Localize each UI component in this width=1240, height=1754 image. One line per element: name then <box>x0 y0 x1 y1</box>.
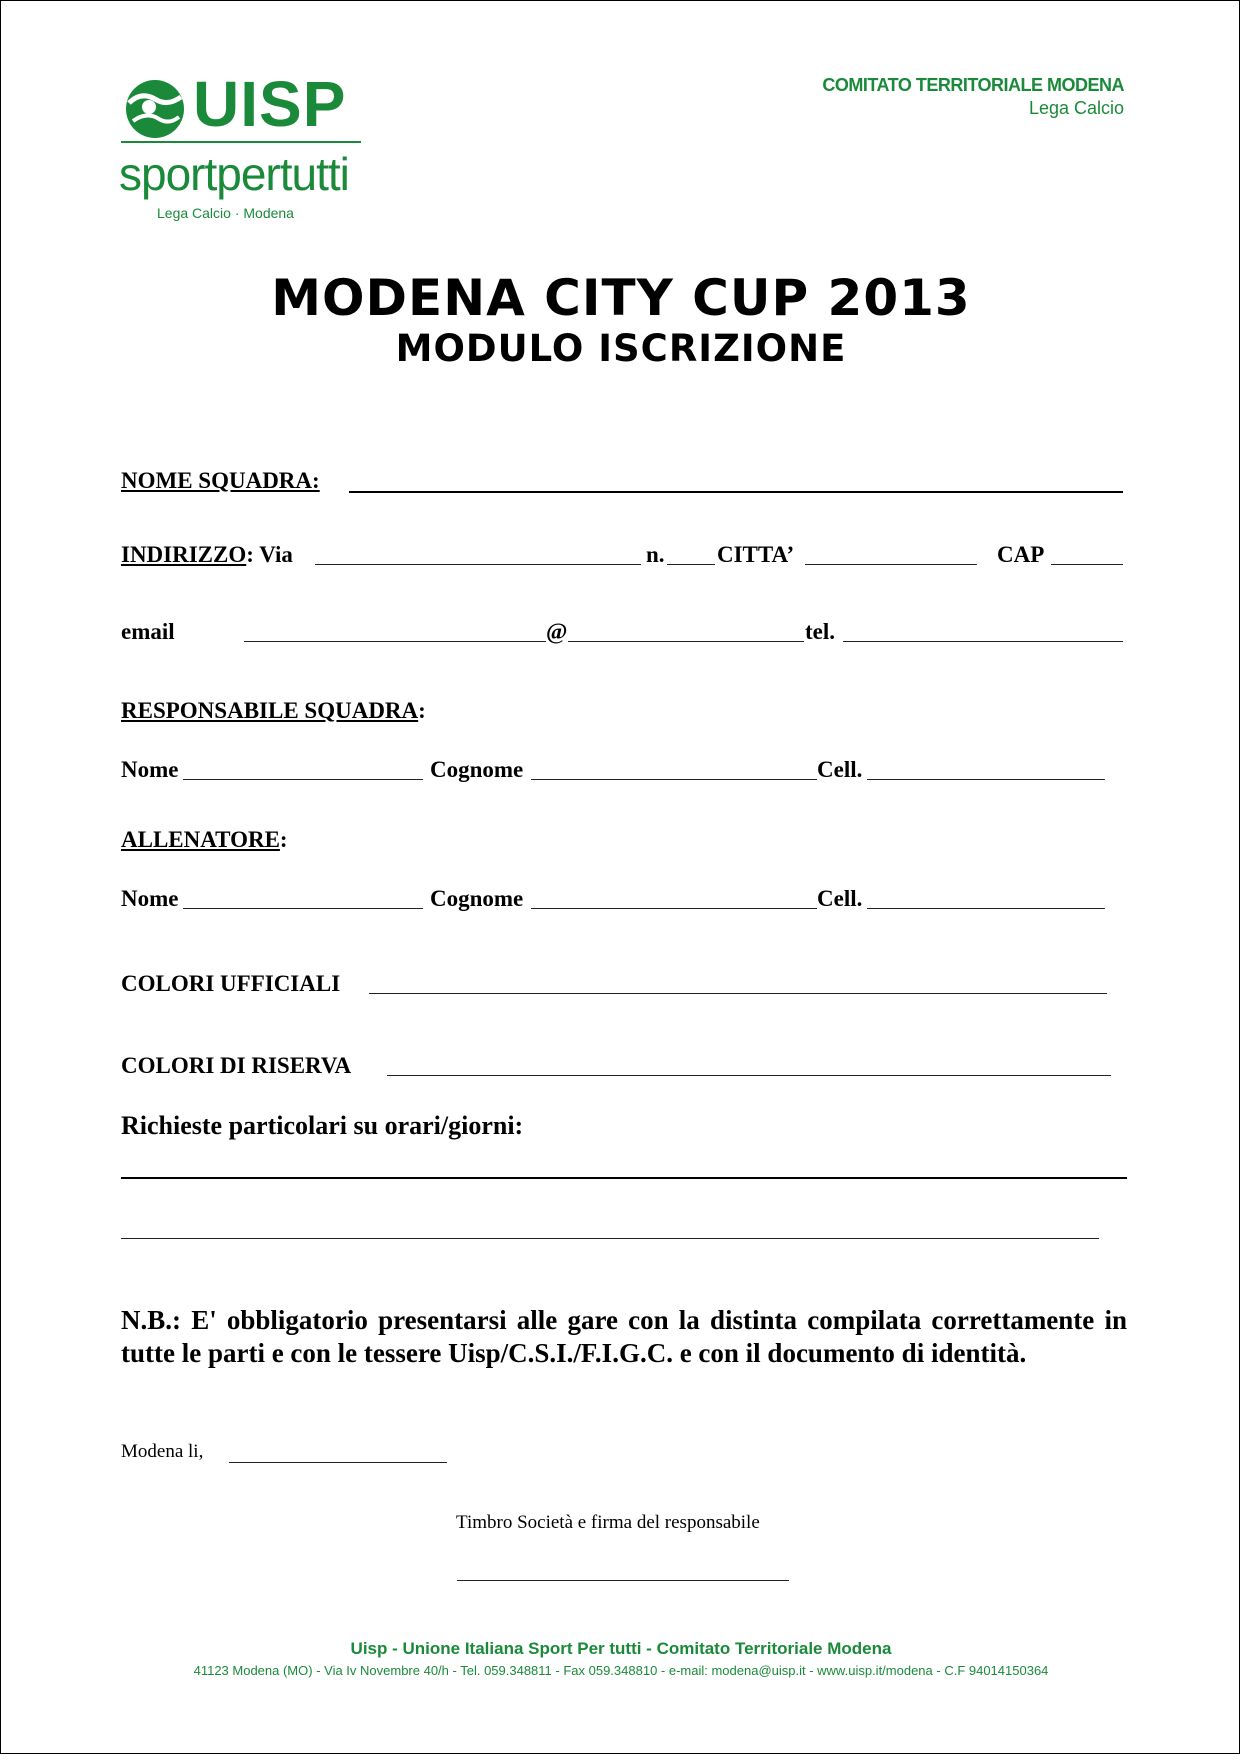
coach-cognome-field[interactable] <box>531 908 817 909</box>
coach-heading-colon: : <box>279 827 288 852</box>
address-via-label: : Via <box>246 542 293 567</box>
coach-cognome-label: Cognome <box>430 886 524 911</box>
address-street-field[interactable] <box>315 564 641 565</box>
uisp-logo <box>119 68 369 233</box>
reserve-colors-label: COLORI DI RISERVA <box>121 1053 352 1078</box>
document-title: MODENA CITY CUP 2013 <box>271 269 971 327</box>
committee-name: COMITATO TERRITORIALE MODENA <box>822 75 1124 95</box>
special-requests-line-1[interactable] <box>121 1177 1127 1179</box>
coach-heading <box>121 827 288 853</box>
coach-heading-text: ALLENATORE <box>121 827 280 852</box>
document-subtitle: MODULO ISCRIZIONE <box>395 327 847 370</box>
coach-cell-field[interactable] <box>867 908 1105 909</box>
team-name-field[interactable] <box>349 491 1123 493</box>
manager-cell-label: Cell. <box>817 757 863 782</box>
manager-cognome-label: Cognome <box>430 757 524 782</box>
address-number-field[interactable] <box>667 564 715 565</box>
manager-heading-text: RESPONSABILE SQUADRA <box>121 698 419 723</box>
team-name-label: NOME SQUADRA: <box>121 468 320 493</box>
signature-field[interactable] <box>457 1580 789 1581</box>
manager-heading-colon: : <box>418 698 426 723</box>
coach-nome-field[interactable] <box>183 908 423 909</box>
official-colors-field[interactable] <box>369 993 1107 994</box>
address-row <box>121 542 293 568</box>
reserve-colors-field[interactable] <box>387 1075 1111 1076</box>
address-number-label: n. <box>646 542 665 567</box>
manager-cell-field[interactable] <box>867 779 1105 780</box>
note-paragraph: N.B.: E' obbligatorio presentarsi alle gare con la distinta compilata correttamente in tutte le parti e con le tessere Uisp/C.S.I./F.I.G.C. e con il documento di identità. <box>121 1305 1127 1368</box>
place-date-label: Modena li, <box>121 1441 204 1462</box>
tel-field[interactable] <box>843 641 1123 642</box>
place-date-field[interactable] <box>229 1462 447 1463</box>
coach-nome-label: Nome <box>121 886 179 911</box>
special-requests-line-2[interactable] <box>121 1238 1099 1239</box>
address-cap-label: CAP <box>997 542 1045 567</box>
email-domain-field[interactable] <box>568 641 804 642</box>
official-colors-label: COLORI UFFICIALI <box>121 971 341 996</box>
logo-word: UISP <box>193 68 347 140</box>
email-label: email <box>121 619 175 644</box>
address-city-field[interactable] <box>805 564 977 565</box>
address-cap-field[interactable] <box>1051 564 1123 565</box>
logo-divider <box>121 141 361 143</box>
coach-cell-label: Cell. <box>817 886 863 911</box>
stamp-label: Timbro Società e firma del responsabile <box>456 1512 760 1533</box>
team-name-row <box>121 468 320 494</box>
footer-org: Uisp - Unione Italiana Sport Per tutti - Comitato Territoriale Modena <box>350 1639 892 1658</box>
tel-label: tel. <box>805 619 836 644</box>
league-name: Lega Calcio <box>1028 98 1124 118</box>
logo-tagline: sportpertutti <box>119 148 349 200</box>
address-city-label: CITTA’ <box>717 542 795 567</box>
footer-contacts: 41123 Modena (MO) - Via Iv Novembre 40/h - Tel. 059.348811 - Fax 059.348810 - e-mail: modena@uisp.it - www.uisp.it/modena - C.F 94014150364 <box>193 1663 1049 1678</box>
email-user-field[interactable] <box>244 641 546 642</box>
manager-cognome-field[interactable] <box>531 779 817 780</box>
manager-heading <box>121 698 426 724</box>
manager-nome-field[interactable] <box>183 779 423 780</box>
address-label: INDIRIZZO <box>121 542 247 567</box>
special-requests-label: Richieste particolari su orari/giorni: <box>121 1111 524 1140</box>
email-at-sign: @ <box>546 619 568 644</box>
manager-nome-label: Nome <box>121 757 179 782</box>
logo-subtitle: Lega Calcio · Modena <box>157 205 294 221</box>
globe-icon <box>119 77 193 141</box>
